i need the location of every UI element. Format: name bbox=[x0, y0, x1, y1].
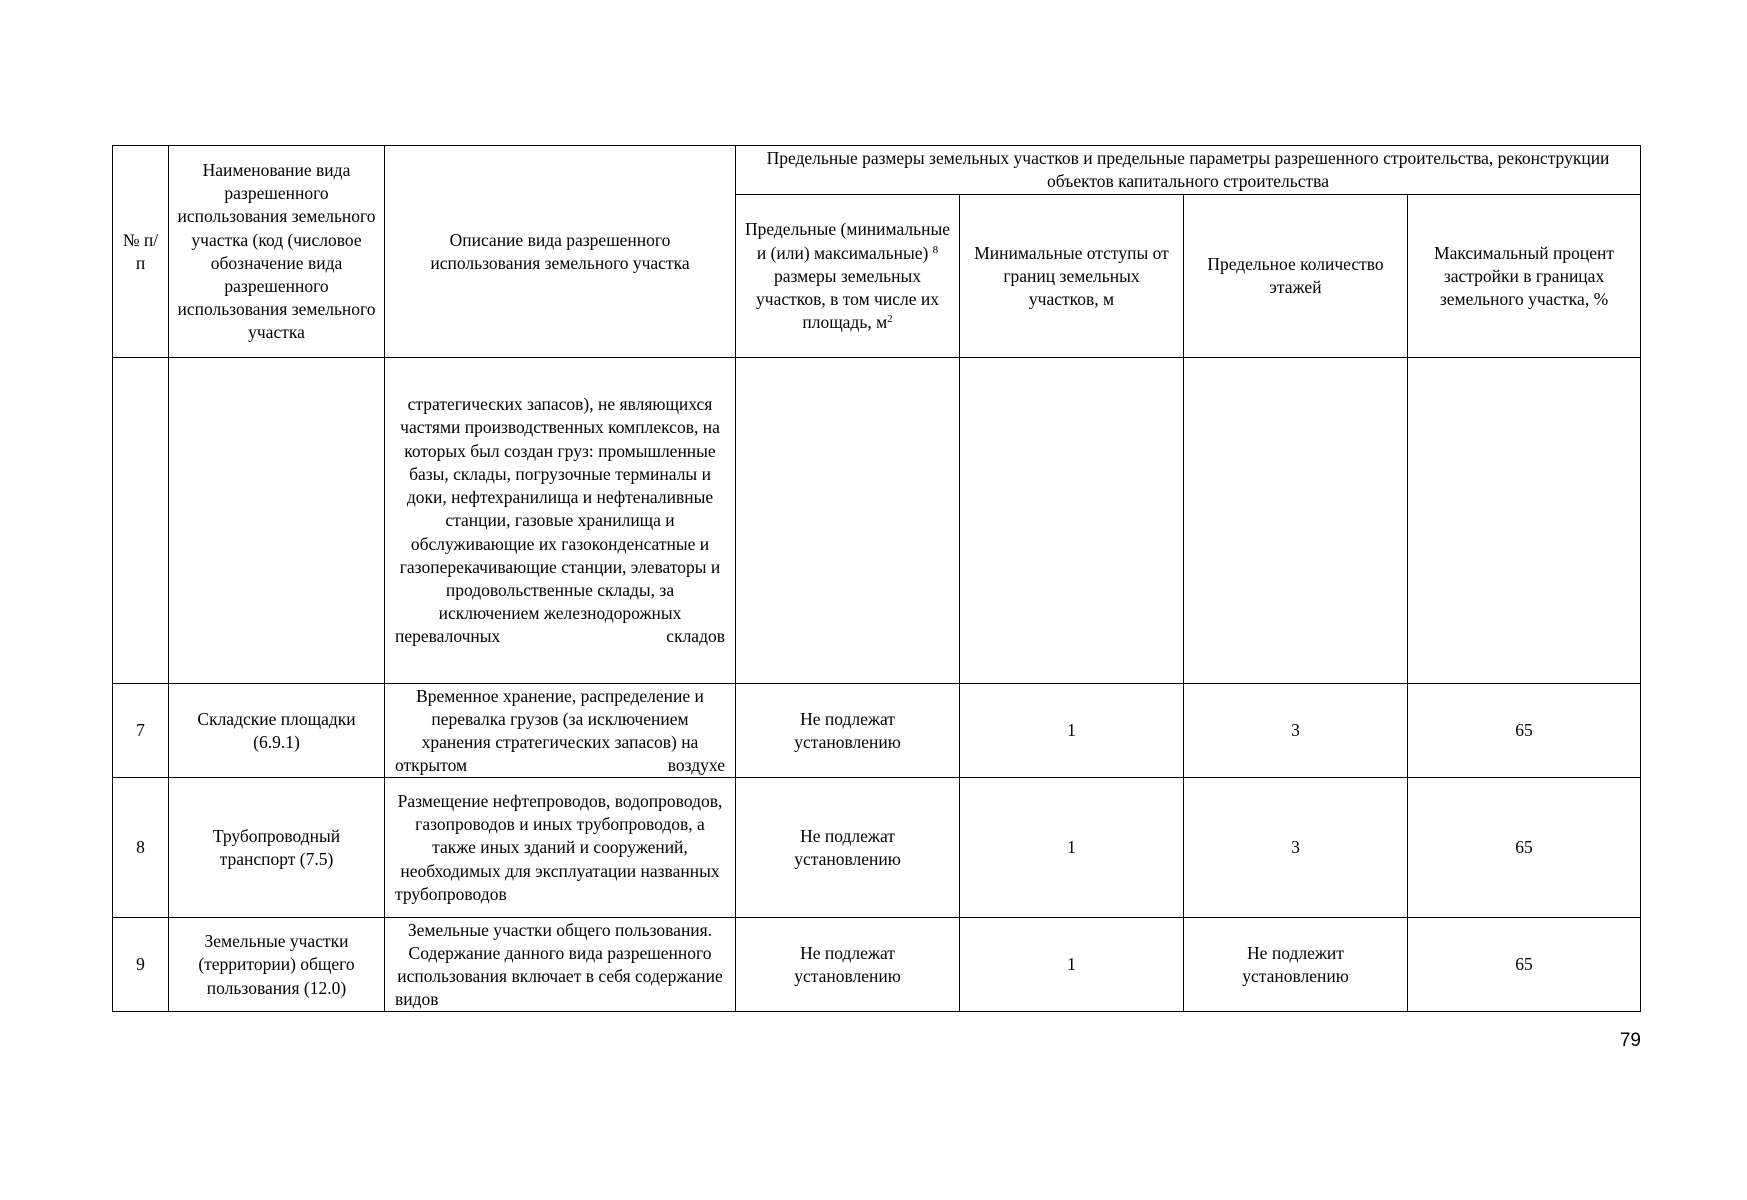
table-row bbox=[113, 358, 1641, 684]
cell-coverage: 65 bbox=[1408, 918, 1641, 1012]
cell-name: Земельные участки (территории) общего пользования (12.0) bbox=[169, 918, 385, 1012]
header-description: Описание вида разрешенного использования земельного участка bbox=[385, 146, 736, 358]
cell-num: 8 bbox=[113, 778, 169, 918]
cell-description: Временное хранение, распределение и перевалка грузов (за исключением хранения стратегических запасов) на открытом воздухе bbox=[385, 684, 736, 778]
cell-floors: 3 bbox=[1184, 684, 1408, 778]
cell-setback: 1 bbox=[960, 918, 1184, 1012]
page-number: 79 bbox=[1619, 1030, 1641, 1051]
cell-setback bbox=[960, 358, 1184, 684]
cell-size: Не подлежат установлению bbox=[736, 918, 960, 1012]
cell-name bbox=[169, 358, 385, 684]
cell-floors bbox=[1184, 358, 1408, 684]
cell-floors: 3 bbox=[1184, 778, 1408, 918]
header-row-group bbox=[113, 146, 1641, 195]
zoning-parameters-table bbox=[112, 145, 1641, 1012]
header-size bbox=[736, 195, 960, 358]
header-coverage: Максимальный процент застройки в границах земельного участка, % bbox=[1408, 195, 1641, 358]
cell-num: 7 bbox=[113, 684, 169, 778]
table-row bbox=[113, 778, 1641, 918]
header-size-text: Предельные (минимальные и (или) максимальные) bbox=[744, 219, 951, 263]
table-row bbox=[113, 684, 1641, 778]
cell-num bbox=[113, 358, 169, 684]
header-size-footnote: 8 bbox=[932, 243, 939, 256]
header-name: Наименование вида разрешенного использования земельного участка (код (числовое обозначение вида разрешенного использования земельного участка bbox=[169, 146, 385, 358]
cell-name: Складские площадки (6.9.1) bbox=[169, 684, 385, 778]
cell-name: Трубопроводный транспорт (7.5) bbox=[169, 778, 385, 918]
header-setback: Минимальные отступы от границ земельных участков, м bbox=[960, 195, 1184, 358]
cell-coverage bbox=[1408, 358, 1641, 684]
cell-description: стратегических запасов), не являющихся частями производственных комплексов, на которых был создан груз: промышленные базы, склады, погрузочные терминалы и доки, нефтехранилища и нефтеналивные станции, газовые хранилища и обслуживающие их газоконденсатные и газоперекачивающие станции, элеваторы и продовольственные склады, за исключением железнодорожных перевалочных складов bbox=[385, 358, 736, 684]
cell-description: Размещение нефтепроводов, водопроводов, газопроводов и иных трубопроводов, а также иных зданий и сооружений, необходимых для эксплуатации названных трубопроводов bbox=[385, 778, 736, 918]
cell-num: 9 bbox=[113, 918, 169, 1012]
cell-floors: Не подлежит установлению bbox=[1184, 918, 1408, 1012]
header-size-unit-sup: 2 bbox=[887, 313, 893, 326]
cell-size bbox=[736, 358, 960, 684]
cell-setback: 1 bbox=[960, 684, 1184, 778]
cell-coverage: 65 bbox=[1408, 778, 1641, 918]
header-floors: Предельное количество этажей bbox=[1184, 195, 1408, 358]
header-num: № п/п bbox=[113, 146, 169, 358]
table-row bbox=[113, 918, 1641, 1012]
header-group-limits: Предельные размеры земельных участков и предельные параметры разрешенного строительства, реконструкции объектов капитального строительства bbox=[736, 146, 1641, 195]
cell-size: Не подлежат установлению bbox=[736, 778, 960, 918]
header-size-text-rest: размеры земельных участков, в том числе их площадь, м bbox=[756, 265, 939, 333]
cell-coverage: 65 bbox=[1408, 684, 1641, 778]
cell-size: Не подлежат установлению bbox=[736, 684, 960, 778]
cell-description: Земельные участки общего пользования. Содержание данного вида разрешенного использования включает в себя содержание видов bbox=[385, 918, 736, 1012]
cell-setback: 1 bbox=[960, 778, 1184, 918]
